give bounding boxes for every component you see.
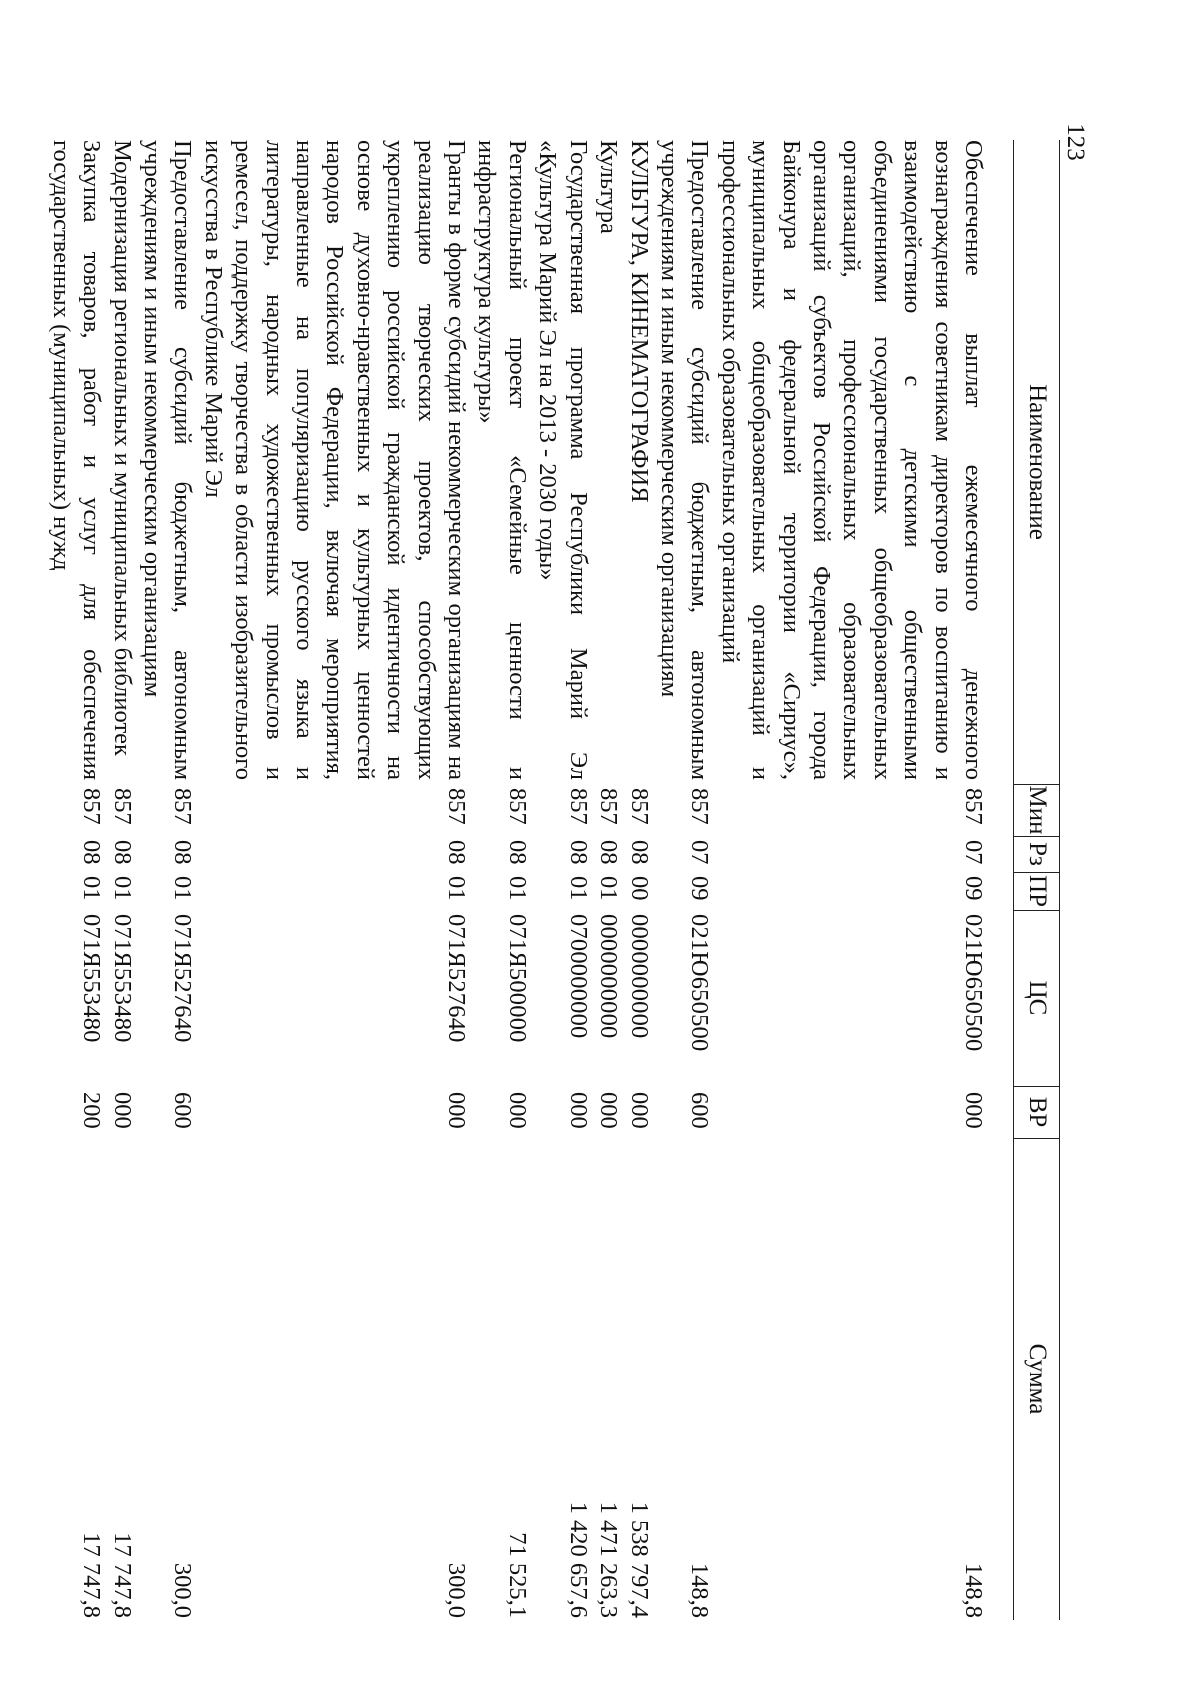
row-min: 857 <box>169 788 197 825</box>
row-cs: 071Я527640 <box>169 914 197 1043</box>
header-pr: ПР <box>1024 875 1051 907</box>
row-rz: 07 <box>686 840 714 865</box>
row-vr: 200 <box>78 1092 106 1129</box>
table-row <box>197 140 471 1620</box>
row-vr: 000 <box>625 1092 653 1129</box>
table-row <box>45 140 106 1620</box>
row-name: Предоставление субсидий бюджетным, автономным учреждениям и иным некоммерческим организациям <box>139 140 197 780</box>
table-row <box>137 140 198 1620</box>
row-cs: 021Ю650500 <box>960 914 987 1052</box>
row-pr: 01 <box>443 876 471 901</box>
row-pr: 09 <box>960 876 987 901</box>
table-row <box>593 140 623 1620</box>
row-rz: 08 <box>78 840 106 865</box>
row-name: Обеспечение выплат ежемесячного денежного вознаграждения советникам директоров по воспитанию и взаимодействию с детскими общественными объединениями государственных общеобразовательных организаций, профессиональных образовательных организаций субъектов Российской Федерации, города Байконура и федеральной территории «Сириус», муниципальных общеобразовательных организаций и профессиональных образовательных организаций <box>716 140 987 780</box>
row-name: Модернизация региональных и муниципальных библиотек <box>108 140 136 756</box>
row-pr: 01 <box>169 876 197 901</box>
row-vr: 600 <box>169 1092 197 1129</box>
row-rz: 08 <box>564 840 592 865</box>
row-cs: 071Я500000 <box>503 914 531 1043</box>
row-name: Государственная программа Республики Марий Эл «Культура Марий Эл на 2013 - 2030 годы» <box>534 140 592 780</box>
row-sum: 17 747,8 <box>108 1532 136 1618</box>
header-min: Мин <box>1024 785 1051 835</box>
row-pr: 09 <box>686 876 714 901</box>
table-body <box>45 140 988 1620</box>
row-sum: 17 747,8 <box>78 1532 106 1618</box>
row-min: 857 <box>564 788 592 825</box>
row-cs: 021Ю650500 <box>686 914 714 1052</box>
row-sum: 1 420 657,6 <box>564 1501 592 1618</box>
rotated-budget-table <box>47 140 1060 1620</box>
row-vr: 000 <box>960 1092 987 1129</box>
row-rz: 08 <box>503 840 531 865</box>
row-name: Региональный проект «Семейные ценности и инфраструктура культуры» <box>473 140 531 780</box>
table-row <box>532 140 593 1620</box>
row-cs: 0000000000 <box>595 914 623 1039</box>
row-pr: 01 <box>78 876 106 901</box>
table-row <box>714 140 988 1620</box>
page-number: 123 <box>1062 123 1089 161</box>
row-vr: 000 <box>503 1092 531 1129</box>
row-pr: 01 <box>564 876 592 901</box>
row-min: 857 <box>960 788 987 825</box>
row-sum: 148,8 <box>960 1562 987 1618</box>
header-cs: ЦС <box>1024 980 1051 1016</box>
row-sum: 1 538 797,4 <box>625 1501 653 1618</box>
table-row <box>623 140 653 1620</box>
row-rz: 08 <box>169 840 197 865</box>
row-min: 857 <box>443 788 471 825</box>
row-min: 857 <box>503 788 531 825</box>
row-rz: 08 <box>443 840 471 865</box>
header-sum: Сумма <box>1024 1343 1051 1415</box>
row-cs: 071Я553480 <box>108 914 136 1043</box>
row-vr: 000 <box>108 1092 136 1129</box>
row-sum: 148,8 <box>686 1562 714 1618</box>
row-vr: 600 <box>686 1092 714 1129</box>
row-rz: 08 <box>108 840 136 865</box>
row-min: 857 <box>108 788 136 825</box>
header-vr: ВР <box>1024 1096 1051 1128</box>
row-vr: 000 <box>595 1092 623 1129</box>
row-pr: 01 <box>108 876 136 901</box>
row-sum: 1 471 263,3 <box>595 1501 623 1618</box>
row-cs: 071Я553480 <box>78 914 106 1043</box>
table-row <box>654 140 715 1620</box>
row-min: 857 <box>595 788 623 825</box>
row-rz: 08 <box>595 840 623 865</box>
row-rz: 07 <box>960 840 987 865</box>
row-cs: 0700000000 <box>564 914 592 1039</box>
row-name: Культура <box>595 140 623 234</box>
row-vr: 000 <box>443 1092 471 1129</box>
row-rz: 08 <box>625 840 653 865</box>
row-name: Гранты в форме субсидий некоммерческим организациям на реализацию творческих проектов, способствующих укреплению российской гражданской идентичности на основе духовно-нравственных и культурных ценностей народов Российской Федерации, включая мероприятия, направленные на популяризацию русского языка и литературы, народных художественных промыслов и ремесел, поддержку творчества в области изобразительного искусства в Республике Марий Эл <box>199 140 471 780</box>
row-name: Закупка товаров, работ и услуг для обеспечения государственных (муниципальных) нужд <box>47 140 106 780</box>
row-cs: 071Я527640 <box>443 914 471 1043</box>
row-sum: 300,0 <box>443 1562 471 1618</box>
row-name: Предоставление субсидий бюджетным, автономным учреждениям и иным некоммерческим организациям <box>655 140 714 780</box>
header-rz: Рз <box>1024 842 1051 866</box>
row-min: 857 <box>686 788 714 825</box>
row-min: 857 <box>78 788 106 825</box>
row-min: 857 <box>625 788 653 825</box>
row-cs: 0000000000 <box>625 914 653 1039</box>
row-pr: 01 <box>595 876 623 901</box>
row-vr: 000 <box>564 1092 592 1129</box>
row-name: КУЛЬТУРА, КИНЕМАТОГРАФИЯ <box>625 140 653 503</box>
table-row <box>106 140 136 1620</box>
row-sum: 300,0 <box>169 1562 197 1618</box>
row-pr: 01 <box>503 876 531 901</box>
header-name: Наименование <box>1024 384 1051 540</box>
table-row <box>471 140 532 1620</box>
row-pr: 00 <box>625 876 653 901</box>
row-sum: 71 525,1 <box>503 1532 531 1618</box>
